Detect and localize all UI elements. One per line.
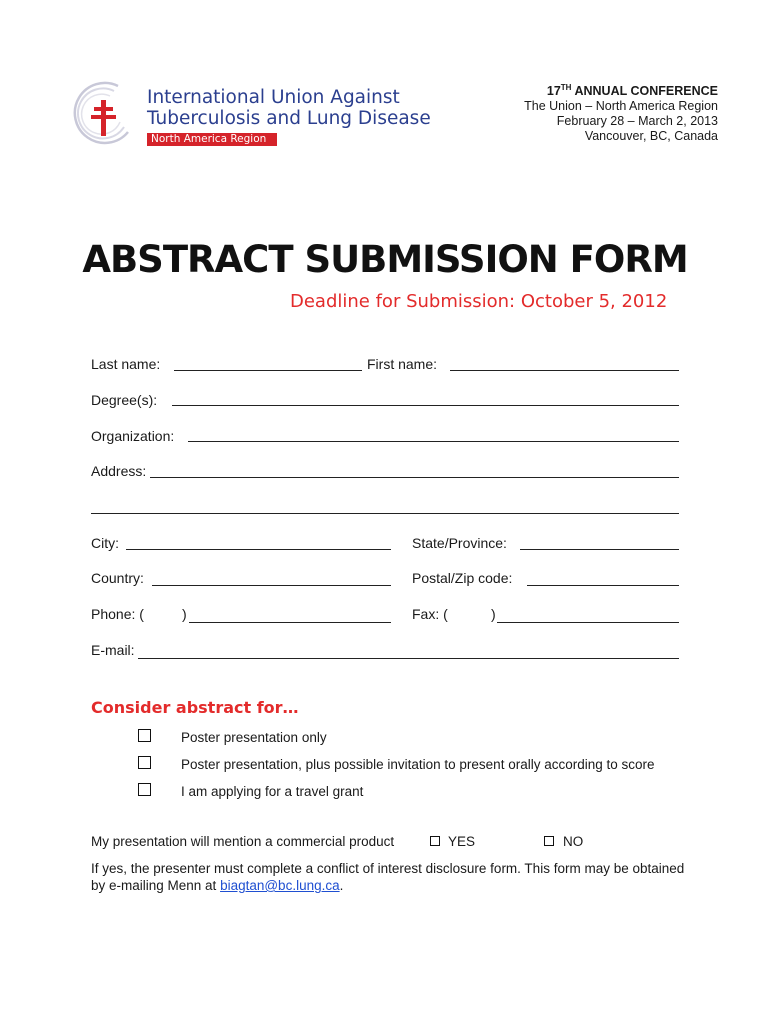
union-logo-icon (70, 80, 140, 150)
last-name-field[interactable] (174, 370, 362, 371)
city-label: City: (91, 535, 119, 551)
conference-location: Vancouver, BC, Canada (584, 129, 718, 144)
email-link[interactable]: biagtan@bc.lung.ca (220, 878, 340, 893)
yes-checkbox[interactable] (430, 836, 440, 846)
degrees-label: Degree(s): (91, 392, 158, 408)
no-checkbox[interactable] (544, 836, 554, 846)
phone-paren-close: ) (182, 606, 187, 622)
conference-title: 17TH ANNUAL CONFERENCE (546, 83, 718, 99)
postal-label: Postal/Zip code: (412, 570, 513, 586)
yes-label: YES (448, 834, 476, 849)
fax-label: Fax: ( (412, 606, 448, 622)
last-name-label: Last name: (91, 356, 161, 372)
postal-field[interactable] (527, 585, 679, 586)
poster-only-checkbox[interactable] (138, 729, 151, 742)
region-badge: North America Region (147, 133, 277, 146)
deadline: Deadline for Submission: October 5, 2012 (290, 291, 668, 312)
organization-label: Organization: (91, 428, 175, 444)
logo-line-2: Tuberculosis and Lung Disease (147, 108, 431, 129)
no-label: NO (563, 834, 584, 849)
organization-field[interactable] (188, 441, 679, 442)
fax-paren-close: ) (491, 606, 496, 622)
poster-oral-checkbox[interactable] (138, 756, 151, 769)
first-name-label: First name: (367, 356, 438, 372)
email-field[interactable] (138, 658, 679, 659)
conference-dates: February 28 – March 2, 2013 (556, 114, 718, 129)
first-name-field[interactable] (450, 370, 679, 371)
address-field-2[interactable] (91, 513, 679, 514)
phone-field[interactable] (189, 622, 391, 623)
option-label: Poster presentation only (181, 730, 327, 745)
consider-heading: Consider abstract for… (91, 698, 299, 717)
address-label: Address: (91, 463, 147, 479)
disclosure-text: If yes, the presenter must complete a conflict of interest disclosure form. This form may be obtained by e-mailing Menn at biagtan@bc.lung.ca. (91, 861, 685, 893)
state-label: State/Province: (412, 535, 507, 551)
option-label: I am applying for a travel grant (181, 784, 364, 799)
conference-info (524, 80, 718, 144)
form-title: ABSTRACT SUBMISSION FORM (82, 238, 688, 281)
travel-grant-checkbox[interactable] (138, 783, 151, 796)
fax-field[interactable] (497, 622, 679, 623)
phone-label: Phone: ( (91, 606, 144, 622)
commercial-question: My presentation will mention a commercial product (91, 834, 395, 849)
country-label: Country: (91, 570, 144, 586)
option-label: Poster presentation, plus possible invitation to present orally according to score (181, 757, 655, 772)
state-field[interactable] (520, 549, 679, 550)
country-field[interactable] (152, 585, 391, 586)
logo-line-1: International Union Against (147, 87, 400, 108)
degrees-field[interactable] (172, 405, 679, 406)
address-field-1[interactable] (150, 477, 679, 478)
email-label: E-mail: (91, 642, 135, 658)
city-field[interactable] (126, 549, 391, 550)
conference-org: The Union – North America Region (524, 99, 718, 114)
